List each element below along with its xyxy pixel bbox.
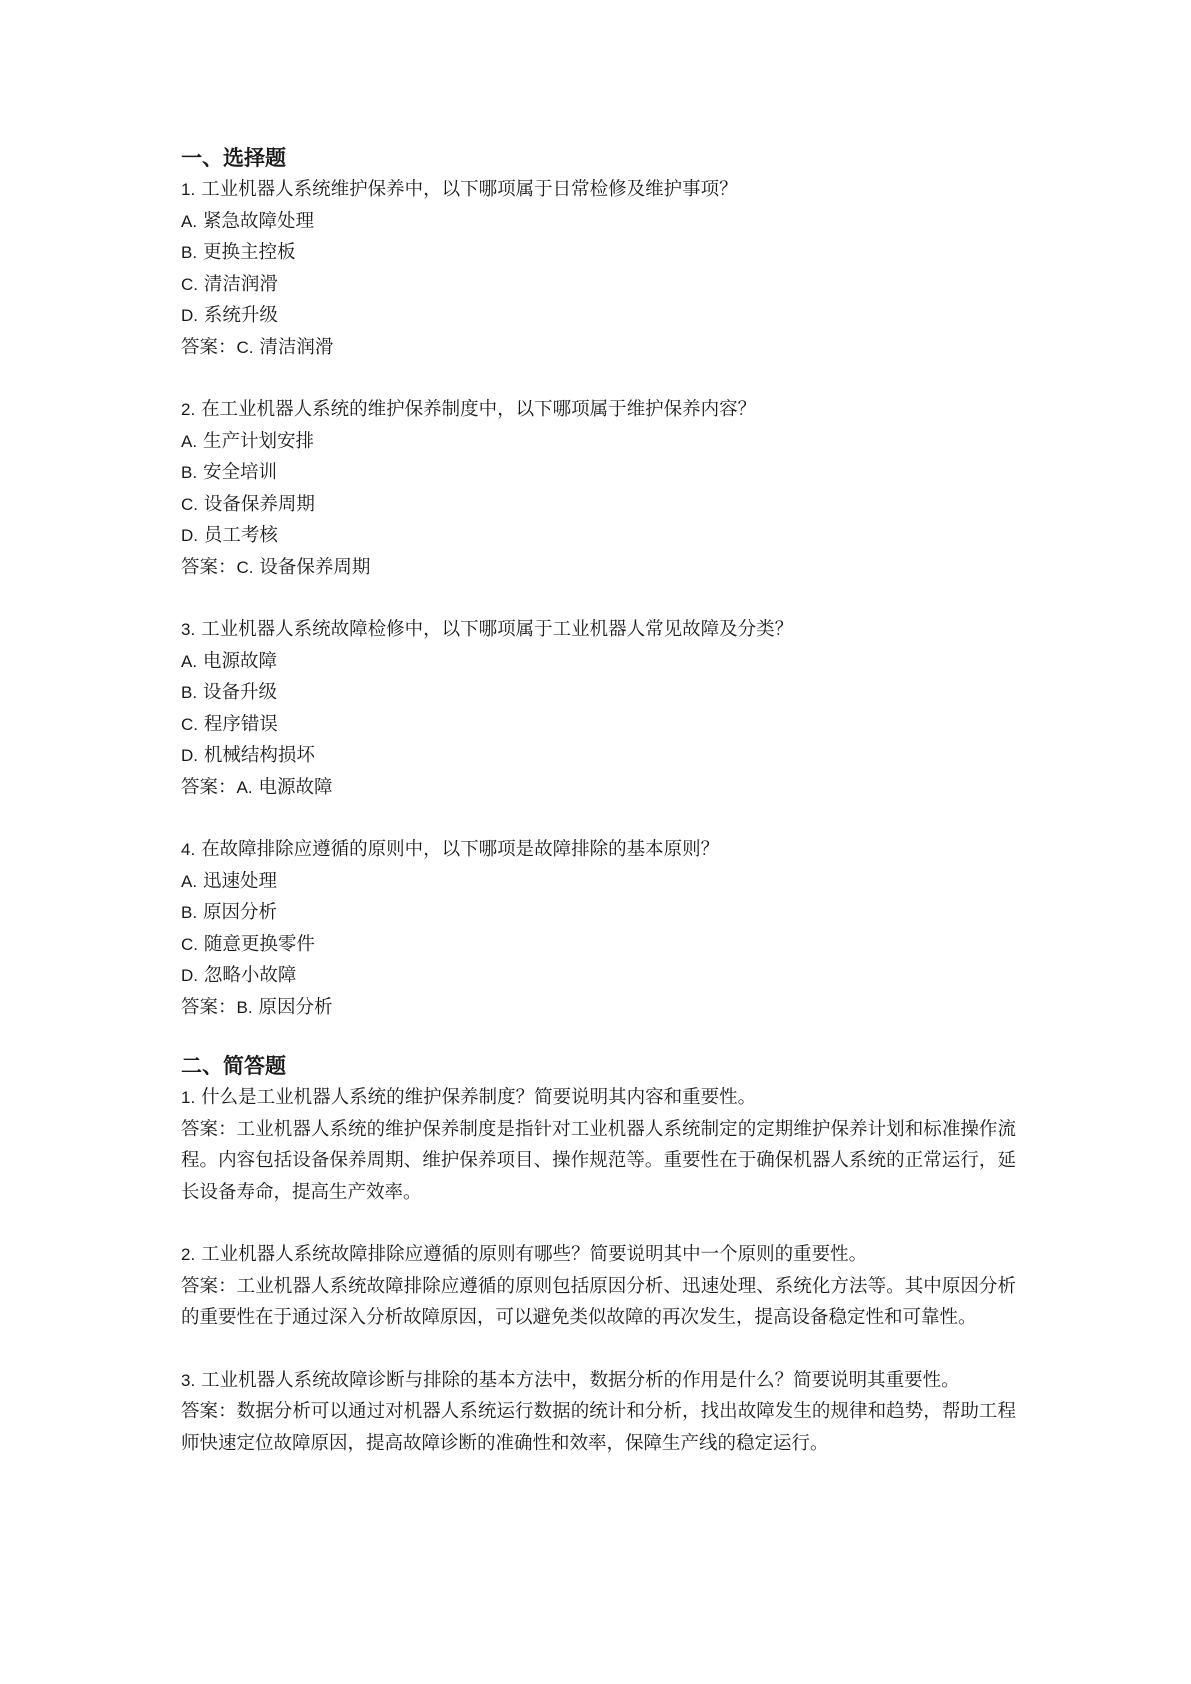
- question-number: 1.: [181, 180, 196, 199]
- answer-line: [181, 552, 1016, 584]
- short-question-text: [181, 1082, 1016, 1114]
- question-body: 在工业机器人系统的维护保养制度中，以下哪项属于维护保养内容？: [201, 399, 757, 420]
- option-a: [181, 866, 1016, 898]
- answer-label: 答案：: [181, 336, 237, 358]
- question-number: 2.: [181, 1245, 196, 1264]
- option-b: [181, 457, 1016, 489]
- option-text: 系统升级: [203, 305, 278, 326]
- option-text: 迅速处理: [202, 870, 277, 892]
- answer-line: [181, 992, 1016, 1024]
- question-block: [181, 174, 1016, 363]
- answer-line: [181, 332, 1016, 364]
- question-number: 1.: [181, 1088, 196, 1107]
- option-letter: C.: [181, 714, 198, 734]
- option-letter: A.: [181, 871, 198, 891]
- option-text: 程序错误: [203, 713, 278, 735]
- answer-text: 设备保养周期: [259, 556, 371, 578]
- question-body: 在故障排除应遵循的原则中，以下哪项是故障排除的基本原则？: [201, 839, 720, 860]
- question-body: 工业机器人系统故障排除应遵循的原则有哪些？简要说明其中一个原则的重要性。: [201, 1244, 868, 1265]
- question-text: [181, 394, 1016, 426]
- answer-letter: B.: [236, 997, 253, 1017]
- question-number: 3.: [181, 1370, 196, 1390]
- option-letter: A.: [181, 211, 198, 231]
- option-letter: D.: [181, 746, 198, 765]
- answer-text: 电源故障: [258, 776, 333, 798]
- answer-text: 清洁润滑: [259, 336, 334, 358]
- option-c: [181, 709, 1016, 741]
- answer-letter: A.: [236, 777, 253, 797]
- short-answer-text: 答案：数据分析可以通过对机器人系统运行数据的统计和分析，找出故障发生的规律和趋势，帮助工程师快速定位故障原因，提高故障诊断的准确性和效率，保障生产线的稳定运行。: [181, 1401, 1016, 1454]
- question-number: 2.: [181, 400, 196, 419]
- option-text: 原因分析: [202, 902, 277, 923]
- short-answer-block: [181, 1239, 1016, 1334]
- option-d: [181, 520, 1016, 552]
- option-text: 忽略小故障: [203, 965, 297, 986]
- option-letter: A.: [181, 651, 198, 671]
- question-body: 工业机器人系统维护保养中，以下哪项属于日常检修及维护事项？: [201, 179, 738, 200]
- document-page: [181, 143, 1016, 1490]
- question-number: 3.: [181, 620, 196, 639]
- option-text: 随意更换零件: [203, 933, 315, 955]
- question-number: 4.: [181, 840, 196, 859]
- option-letter: A.: [181, 431, 198, 451]
- option-text: 生产计划安排: [202, 430, 314, 452]
- option-letter: C.: [181, 494, 198, 514]
- short-question-text: [181, 1365, 1016, 1397]
- option-d: [181, 740, 1016, 772]
- option-b: [181, 897, 1016, 929]
- short-question-text: [181, 1239, 1016, 1271]
- question-body: 什么是工业机器人系统的维护保养制度？简要说明其内容和重要性。: [201, 1087, 757, 1108]
- option-text: 员工考核: [203, 525, 278, 546]
- option-letter: D.: [181, 966, 198, 985]
- question-block: [181, 394, 1016, 583]
- option-letter: C.: [181, 274, 198, 294]
- option-d: [181, 300, 1016, 332]
- answer-letter: C.: [236, 337, 254, 357]
- question-text: [181, 614, 1016, 646]
- answer-text: 原因分析: [258, 996, 333, 1018]
- option-c: [181, 929, 1016, 961]
- option-a: [181, 206, 1016, 238]
- answer-letter: C.: [236, 557, 254, 577]
- option-d: [181, 960, 1016, 992]
- option-c: [181, 269, 1016, 301]
- question-block: [181, 834, 1016, 1023]
- option-letter: B.: [181, 243, 198, 262]
- option-b: [181, 237, 1016, 269]
- answer-label: 答案：: [181, 996, 237, 1018]
- answer-line: [181, 772, 1016, 804]
- question-body: 工业机器人系统故障诊断与排除的基本方法中，数据分析的作用是什么？简要说明其重要性。: [201, 1369, 960, 1391]
- short-answer-block: [181, 1365, 1016, 1460]
- short-answer-block: [181, 1082, 1016, 1208]
- section-title-short-answer: 二、简答题: [181, 1054, 286, 1078]
- question-body: 工业机器人系统故障检修中，以下哪项属于工业机器人常见故障及分类？: [201, 619, 794, 640]
- option-letter: D.: [181, 526, 198, 545]
- option-letter: B.: [181, 463, 198, 482]
- option-text: 更换主控板: [202, 242, 296, 263]
- short-answer-text: 答案：工业机器人系统的维护保养制度是指针对工业机器人系统制定的定期维护保养计划和标准操作流程。内容包括设备保养周期、维护保养项目、操作规范等。重要性在于确保机器人系统的正常运行，延长设备寿命，提高生产效率。: [181, 1118, 1016, 1203]
- option-letter: B.: [181, 903, 198, 922]
- option-text: 紧急故障处理: [202, 210, 314, 232]
- option-text: 电源故障: [202, 650, 277, 672]
- option-a: [181, 646, 1016, 678]
- option-text: 清洁润滑: [203, 273, 278, 295]
- option-text: 机械结构损坏: [203, 745, 315, 766]
- question-block: [181, 614, 1016, 803]
- question-text: [181, 834, 1016, 866]
- option-b: [181, 677, 1016, 709]
- option-text: 设备保养周期: [203, 493, 315, 515]
- option-letter: D.: [181, 306, 198, 325]
- option-text: 设备升级: [202, 682, 277, 703]
- answer-label: 答案：: [181, 776, 237, 798]
- question-text: [181, 174, 1016, 206]
- option-letter: B.: [181, 683, 198, 702]
- option-letter: C.: [181, 934, 198, 954]
- option-text: 安全培训: [202, 462, 277, 483]
- section-title-multiple-choice: 一、选择题: [181, 146, 286, 170]
- option-c: [181, 489, 1016, 521]
- answer-label: 答案：: [181, 556, 237, 578]
- option-a: [181, 426, 1016, 458]
- short-answer-text: 答案：工业机器人系统故障排除应遵循的原则包括原因分析、迅速处理、系统化方法等。其中原因分析的重要性在于通过深入分析故障原因，可以避免类似故障的再次发生，提高设备稳定性和可靠性。: [181, 1275, 1016, 1328]
